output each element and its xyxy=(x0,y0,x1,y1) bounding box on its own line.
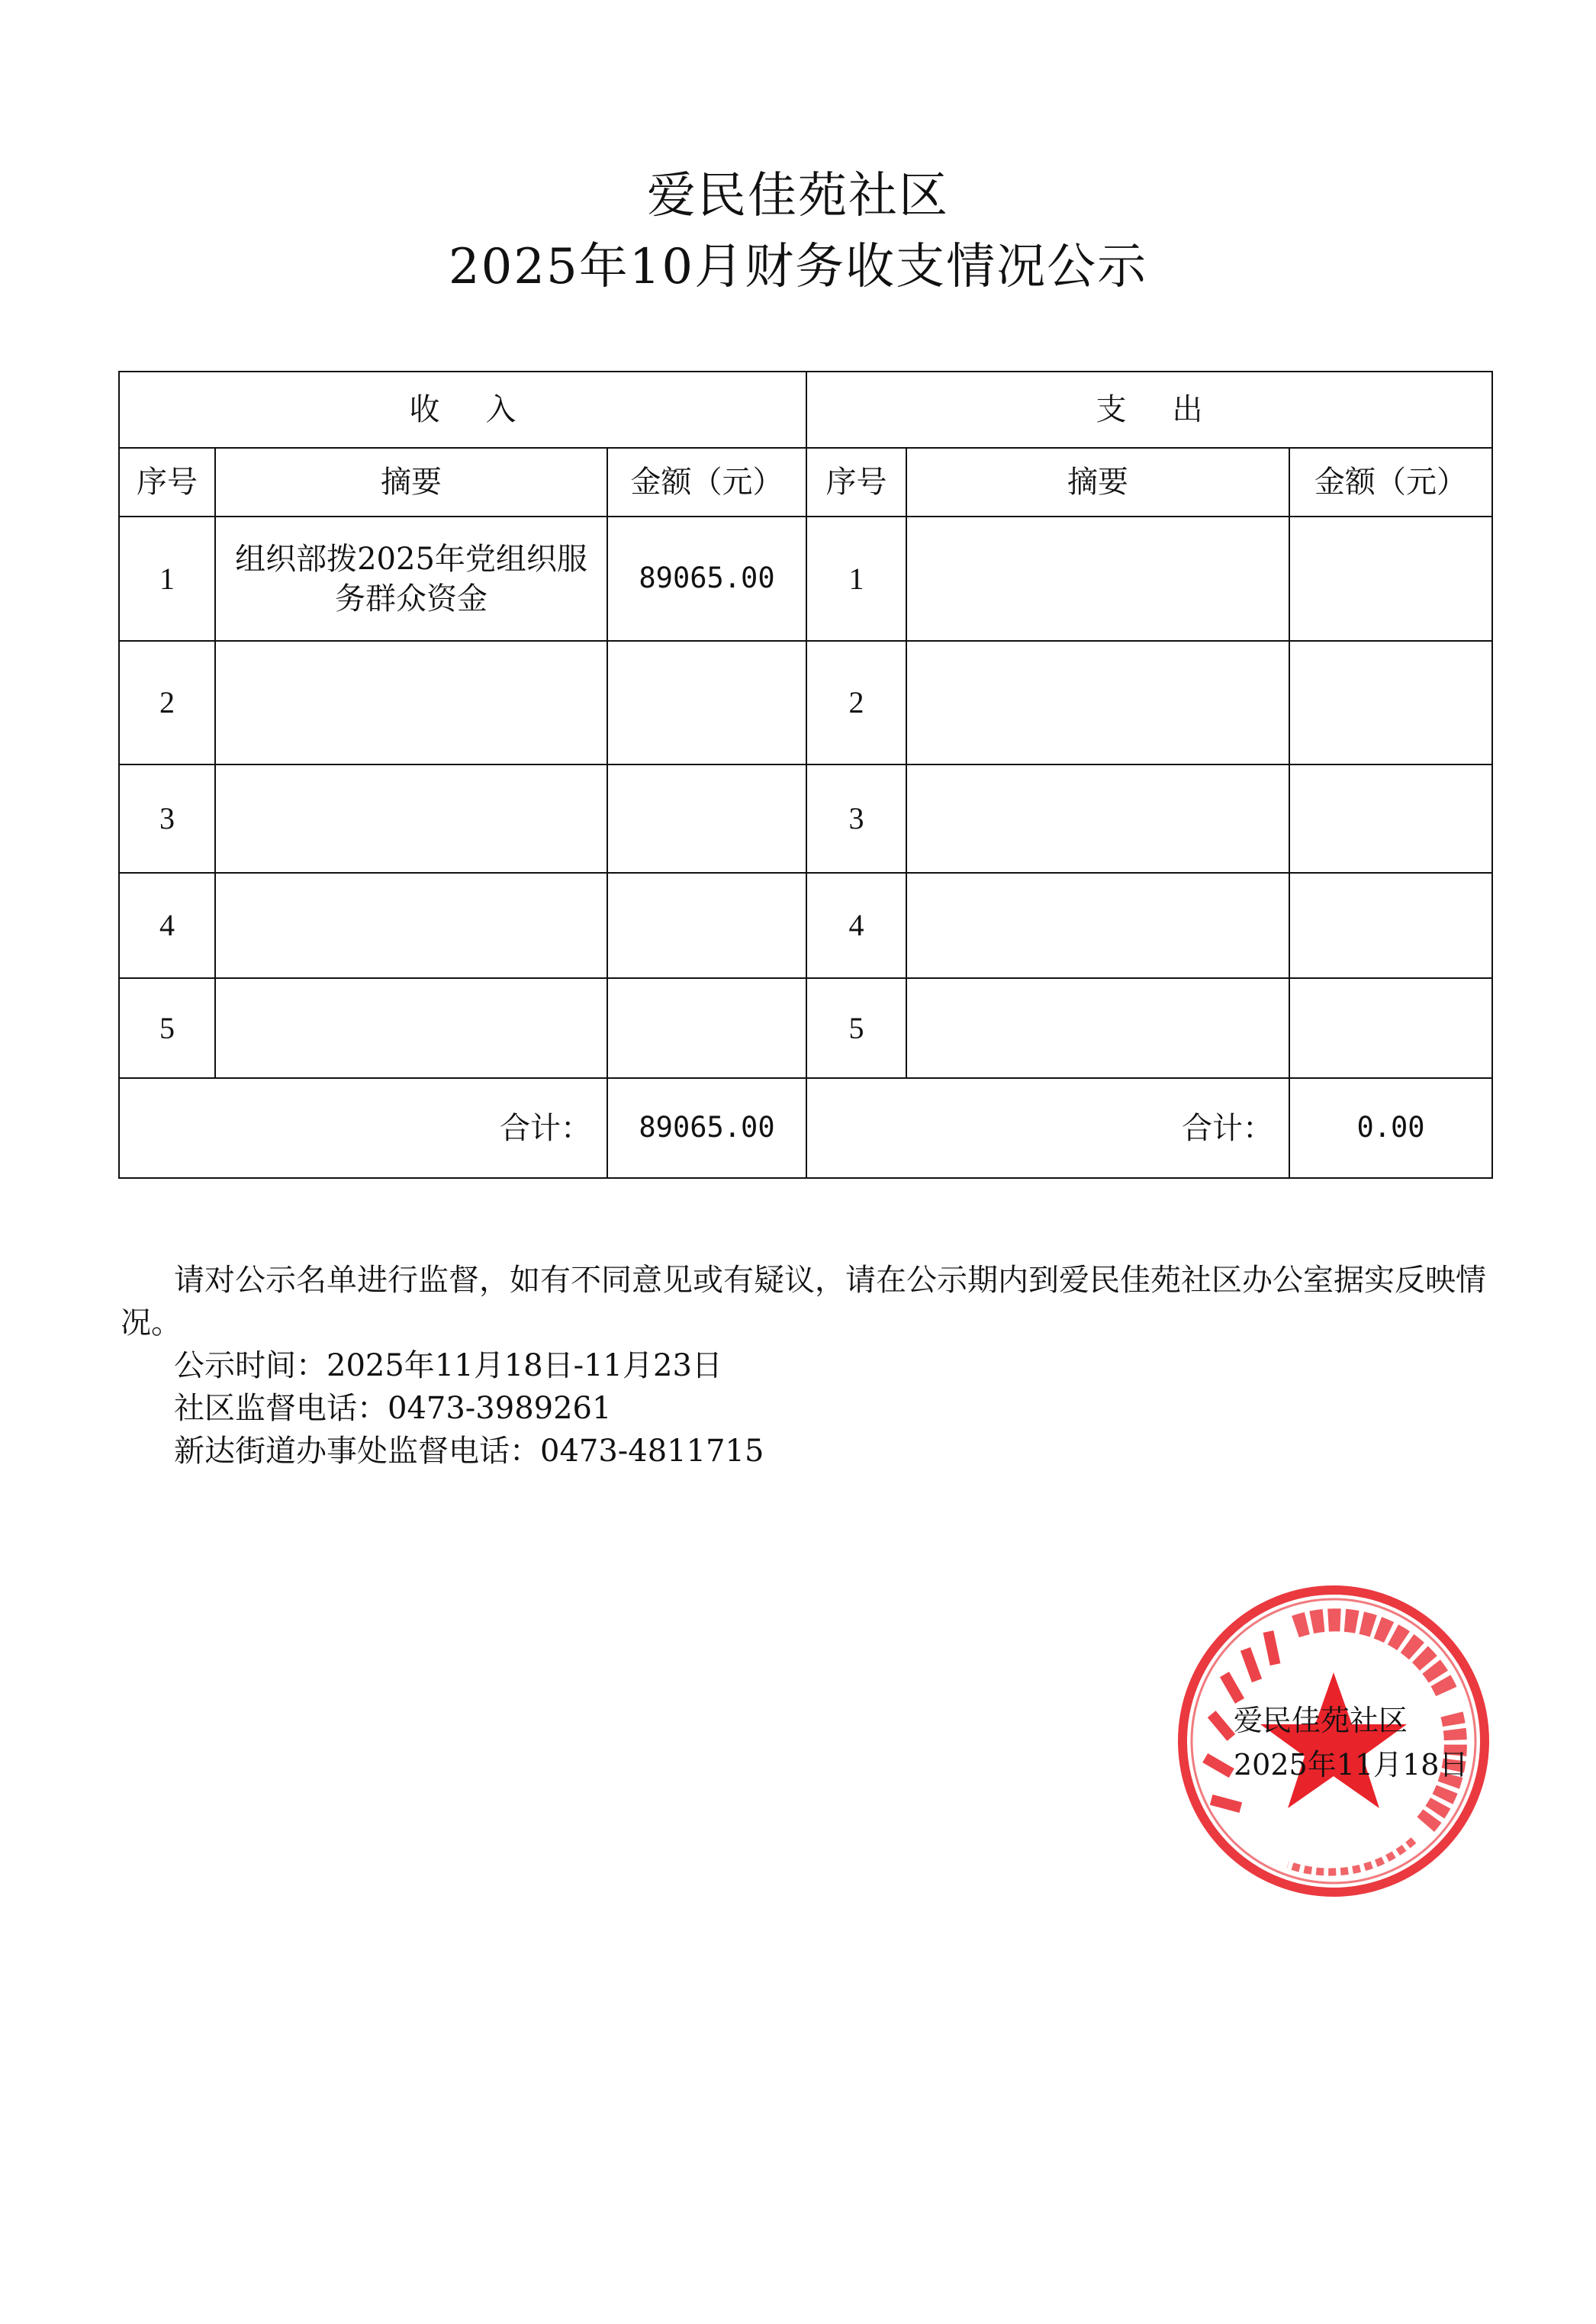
income-amount: 89065.00 xyxy=(607,517,806,641)
income-total: 89065.00 xyxy=(607,1078,806,1178)
income-amount xyxy=(607,764,806,873)
income-header: 收入 xyxy=(119,372,806,448)
table-row xyxy=(119,641,1492,764)
total-row xyxy=(119,1078,1492,1178)
income-seq-header: 序号 xyxy=(119,448,215,517)
expense-summary xyxy=(906,517,1289,641)
expense-total-label: 合计： xyxy=(806,1078,1289,1178)
income-summary xyxy=(215,873,607,978)
income-seq: 5 xyxy=(119,978,215,1078)
expense-summary xyxy=(906,873,1289,978)
income-summary xyxy=(215,641,607,764)
expense-header: 支出 xyxy=(806,372,1492,448)
income-total-label: 合计： xyxy=(119,1078,607,1178)
income-amount-header: 金额（元） xyxy=(607,448,806,517)
expense-amount xyxy=(1289,873,1492,978)
expense-seq: 1 xyxy=(806,517,906,641)
community-phone: 社区监督电话：0473-3989261 xyxy=(174,1391,612,1426)
income-summary-header: 摘要 xyxy=(215,448,607,517)
page-title: 爱民佳苑社区 xyxy=(647,168,949,224)
income-amount xyxy=(607,873,806,978)
income-amount xyxy=(607,641,806,764)
income-amount xyxy=(607,978,806,1078)
expense-summary xyxy=(906,978,1289,1078)
income-seq: 2 xyxy=(119,641,215,764)
expense-amount xyxy=(1289,641,1492,764)
expense-summary xyxy=(906,764,1289,873)
expense-seq: 2 xyxy=(806,641,906,764)
expense-amount xyxy=(1289,764,1492,873)
expense-amount xyxy=(1289,517,1492,641)
income-summary: 组织部拨2025年党组织服务群众资金 xyxy=(215,517,607,641)
signature-org: 爱民佳苑社区 xyxy=(1234,1704,1408,1737)
expense-amount-header: 金额（元） xyxy=(1289,448,1492,517)
official-seal xyxy=(1173,1581,1494,1901)
expense-seq: 3 xyxy=(806,764,906,873)
street-office-phone: 新达街道办事处监督电话：0473-4811715 xyxy=(174,1434,764,1469)
table-row xyxy=(119,873,1492,978)
page-subtitle: 2025年10月财务收支情况公示 xyxy=(448,239,1148,295)
expense-seq-header: 序号 xyxy=(806,448,906,517)
income-summary xyxy=(215,764,607,873)
table-row xyxy=(119,517,1492,641)
income-seq: 4 xyxy=(119,873,215,978)
expense-amount xyxy=(1289,978,1492,1078)
notice-period: 公示时间：2025年11月18日-11月23日 xyxy=(174,1348,722,1383)
income-seq: 3 xyxy=(119,764,215,873)
expense-summary-header: 摘要 xyxy=(906,448,1289,517)
column-header-row xyxy=(119,448,1492,517)
signature-date: 2025年11月18日 xyxy=(1234,1748,1469,1782)
table-row xyxy=(119,764,1492,873)
income-seq: 1 xyxy=(119,517,215,641)
expense-summary xyxy=(906,641,1289,764)
notice-paragraph: 请对公示名单进行监督，如有不同意见或有疑议，请在公示期内到爱民佳苑社区办公室据实反映情况。 xyxy=(121,1263,1486,1341)
section-header-row xyxy=(119,372,1492,448)
seal-icon xyxy=(1173,1581,1494,1901)
notice-text xyxy=(121,1259,1494,1473)
expense-total: 0.00 xyxy=(1289,1078,1492,1178)
table-row xyxy=(119,978,1492,1078)
income-summary xyxy=(215,978,607,1078)
expense-seq: 5 xyxy=(806,978,906,1078)
expense-seq: 4 xyxy=(806,873,906,978)
finance-table xyxy=(118,371,1493,1179)
